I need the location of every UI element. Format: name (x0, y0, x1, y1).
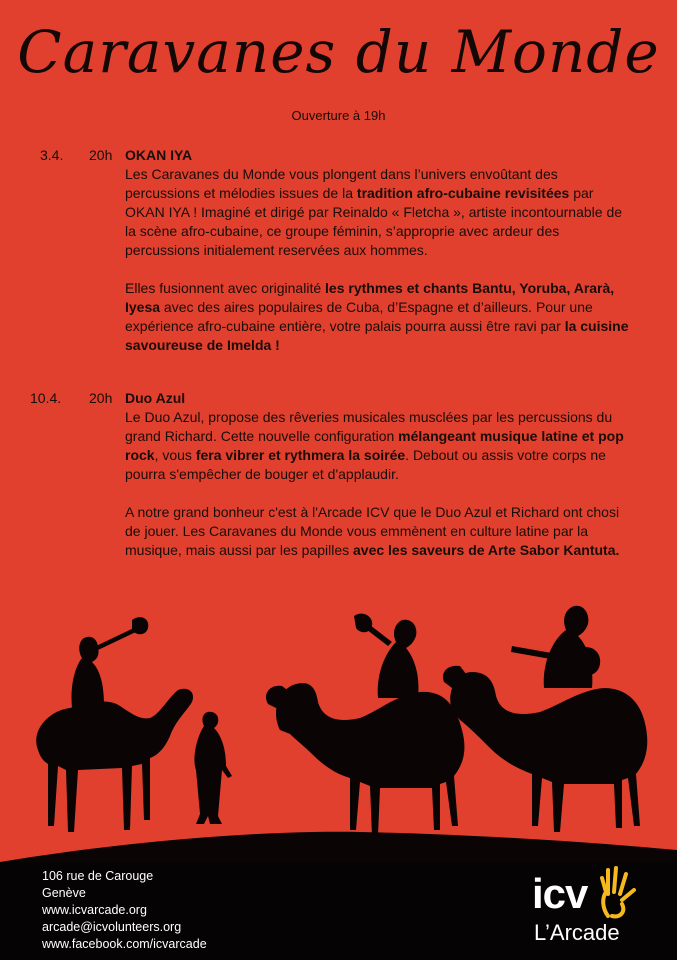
event-time: 20h (89, 390, 113, 406)
highlighted-text: mélangeant musique latine et pop rock (125, 428, 624, 463)
text-run: avec des aires populaires de Cuba, d’Espagne et d’ailleurs. Pour une expérience afro-cubaine entière, votre palais pourra aussi être ravi par (125, 299, 593, 334)
website-link[interactable]: www.icvarcade.org (42, 903, 147, 917)
highlighted-text: tradition afro-cubaine revisitées (356, 185, 570, 201)
event-body (125, 389, 635, 579)
arcade-logo-text: L’Arcade (534, 920, 620, 945)
highlighted-text: avec les saveurs de Arte Sabor Kantuta. (353, 542, 620, 558)
text-run: . Debout ou assis votre corps ne pourra s'empêcher de bouger et d'applaudir. (125, 447, 606, 482)
text-run: Les Caravanes du Monde vous plongent dans l’univers envoûtant des percussions et mélodies issues de la (125, 166, 558, 201)
hand-icon (596, 862, 638, 922)
event-date: 10.4. (30, 390, 62, 406)
email-link[interactable]: arcade@icvolunteers.org (42, 920, 182, 934)
icv-logo-text: icv (532, 870, 588, 917)
opening-time: Ouverture à 19h (291, 108, 386, 123)
address-city: Genève (42, 886, 86, 900)
event-body (125, 146, 635, 374)
text-run: par OKAN IYA ! Imaginé et dirigé par Reinaldo « Fletcha », artiste incontournable de la scène afro-cubaine, ce groupe féminin, s’approprie avec ardeur des percussions initialement reservées aux hommes. (125, 185, 623, 258)
address-street: 106 rue de Carouge (42, 869, 154, 883)
event-paragraph (125, 408, 635, 484)
event-name: OKAN IYA (125, 147, 193, 163)
event-paragraph (125, 165, 635, 260)
footer (0, 862, 677, 960)
highlighted-text: la cuisine savoureuse de Imelda ! (125, 318, 629, 353)
address-block (42, 868, 207, 953)
event-name: Duo Azul (125, 390, 186, 406)
highlighted-text: les rythmes et chants Bantu, Yoruba, Ararà, Iyesa (125, 280, 615, 315)
text-run: Elles fusionnent avec originalité (125, 280, 326, 296)
facebook-link[interactable]: www.facebook.com/icvarcade (42, 937, 207, 951)
text-run: , vous (154, 447, 196, 463)
text-run: Le Duo Azul, propose des rêveries musicales musclées par les percussions du grand Richard. Cette nouvelle configuration (125, 409, 613, 444)
highlighted-text: fera vibrer et rythmera la soirée (195, 447, 406, 463)
caravan-silhouette-illustration (0, 580, 677, 870)
text-run: A notre grand bonheur c'est à l'Arcade ICV que le Duo Azul et Richard ont chosi de jouer. Les Caravanes du Monde vous emmènent en culture latine par la musique, mais aussi par les papilles (125, 504, 620, 558)
event-paragraph (125, 503, 635, 560)
event-time: 20h (89, 147, 113, 163)
event-paragraph (125, 279, 635, 355)
poster-title: Caravanes du Monde (17, 18, 660, 86)
event-date: 3.4. (40, 147, 64, 163)
